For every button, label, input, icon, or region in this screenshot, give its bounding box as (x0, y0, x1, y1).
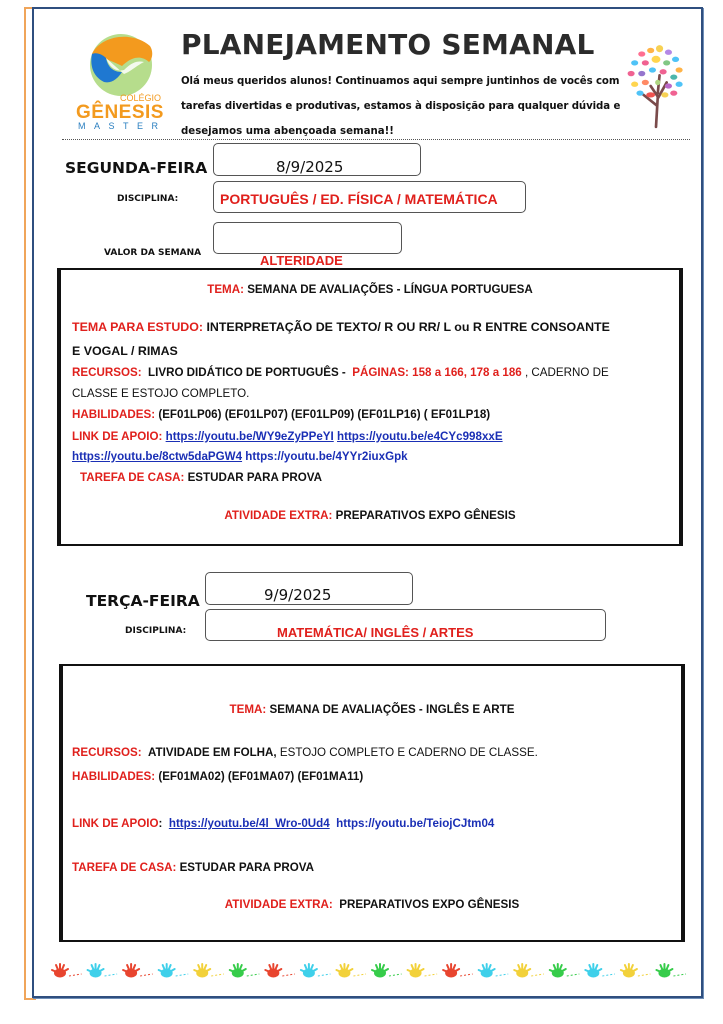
monday-extra-label: ATIVIDADE EXTRA: (224, 509, 333, 522)
handprint-icon (52, 964, 82, 978)
handprint-icon (621, 964, 651, 978)
handprint-icon (265, 964, 295, 978)
handprint-icon (479, 964, 509, 978)
logo-colegio-text: COLÉGIO (120, 93, 162, 103)
monday-valor-label: VALOR DA SEMANA (104, 248, 202, 258)
monday-disciplina: PORTUGUÊS / ED. FÍSICA / MATEMÁTICA (220, 191, 498, 207)
monday-link-4[interactable]: https://youtu.be/4YYr2iuxGpk (245, 450, 408, 463)
tuesday-disciplina-label: DISCIPLINA: (125, 626, 187, 636)
monday-tema-label: TEMA: (207, 283, 244, 296)
monday-recursos-line2: CLASSE E ESTOJO COMPLETO. (72, 387, 250, 400)
handprint-icon (123, 964, 153, 978)
handprint-icon (585, 964, 615, 978)
monday-estudo-line2: E VOGAL / RIMAS (72, 344, 178, 358)
handprint-icon (230, 964, 260, 978)
tuesday-link-1[interactable]: https://youtu.be/4l_Wro-0Ud4 (168, 817, 330, 830)
intro-line-3: desejamos uma abençoada semana!! (181, 126, 394, 137)
tuesday-tema: SEMANA DE AVALIAÇÕES - INGLÊS E ARTE (269, 703, 515, 716)
school-logo (74, 32, 168, 132)
tuesday-tarefa: ESTUDAR PARA PROVA (179, 861, 314, 874)
tuesday-tema-label: TEMA: (229, 703, 267, 716)
monday-link-label: LINK DE APOIO: (72, 430, 163, 443)
tuesday-day-label: TERÇA-FEIRA (86, 592, 200, 610)
handprint-icon (336, 964, 366, 978)
monday-estudo-label: TEMA PARA ESTUDO: (72, 320, 204, 334)
intro-line-1: Olá meus queridos alunos! Continuamos aqui sempre juntinhos de vocês com (181, 76, 620, 87)
intro-line-2: tarefas divertidas e produtivas, estamos à disposição para qualquer dúvida e (181, 101, 621, 112)
monday-day-label: SEGUNDA-FEIRA (65, 159, 208, 177)
monday-link-3[interactable]: https://youtu.be/8ctw5daPGW4 (72, 450, 243, 463)
handprint-icon (88, 964, 118, 978)
handprint-icon (408, 964, 438, 978)
handprint-icon (194, 964, 224, 978)
tuesday-extra-label: ATIVIDADE EXTRA: (224, 898, 333, 911)
tuesday-recursos-rest: ESTOJO COMPLETO E CADERNO DE CLASSE. (279, 746, 538, 759)
handprint-icon (301, 964, 331, 978)
monday-recursos-rest: , CADERNO DE (524, 366, 609, 379)
tuesday-recursos-bold: ATIVIDADE EM FOLHA, (148, 746, 277, 759)
tuesday-recursos-label: RECURSOS: (72, 746, 142, 759)
monday-link-1[interactable]: https://youtu.be/WY9eZyPPeYI (165, 430, 334, 443)
handprint-icon (372, 964, 402, 978)
monday-recursos-bold: LIVRO DIDÁTICO DE PORTUGUÊS - (148, 366, 346, 379)
tuesday-habilidades: (EF01MA02) (EF01MA07) (EF01MA11) (158, 770, 364, 783)
handprint-icon (550, 964, 580, 978)
monday-card (57, 268, 683, 546)
monday-recursos-label: RECURSOS: (72, 366, 142, 379)
header-divider (62, 139, 690, 140)
tuesday-disciplina: MATEMÁTICA/ INGLÊS / ARTES (277, 625, 474, 640)
colorful-tree-icon (624, 40, 688, 132)
monday-valor: ALTERIDADE (260, 253, 343, 268)
monday-paginas: PÁGINAS: 158 a 166, 178 a 186 (352, 366, 522, 379)
monday-tema: SEMANA DE AVALIAÇÕES - LÍNGUA PORTUGUESA (247, 283, 533, 296)
tuesday-link-2[interactable]: https://youtu.be/TeiojCJtm04 (336, 817, 495, 830)
monday-extra: PREPARATIVOS EXPO GÊNESIS (335, 509, 516, 522)
monday-habilidades-label: HABILIDADES: (72, 408, 156, 421)
handprint-icon (159, 964, 189, 978)
monday-habilidades: (EF01LP06) (EF01LP07) (EF01LP09) (EF01LP16) ( EF01LP18) (158, 408, 491, 421)
monday-date: 8/9/2025 (276, 158, 344, 176)
tuesday-link-label: LINK DE APOIO (72, 817, 159, 830)
page-title: PLANEJAMENTO SEMANAL (181, 28, 595, 61)
monday-tarefa: ESTUDAR PARA PROVA (187, 471, 322, 484)
handprints-border (48, 960, 688, 982)
handprint-icon (656, 964, 686, 978)
logo-genesis-text: GÊNESIS (76, 102, 164, 123)
monday-disciplina-label: DISCIPLINA: (117, 194, 179, 204)
logo-master-text: MASTER (78, 121, 167, 131)
tuesday-habilidades-label: HABILIDADES: (72, 770, 156, 783)
tuesday-date: 9/9/2025 (264, 586, 332, 604)
handprint-icon (443, 964, 473, 978)
monday-estudo-line1: INTERPRETAÇÃO DE TEXTO/ R OU RR/ L ou R ENTRE CONSOANTE (206, 320, 610, 334)
monday-link-2[interactable]: https://youtu.be/e4CYc998xxE (337, 430, 503, 443)
monday-valor-box (213, 222, 402, 254)
tuesday-tarefa-label: TAREFA DE CASA: (72, 861, 177, 874)
tuesday-extra: PREPARATIVOS EXPO GÊNESIS (339, 898, 520, 911)
handprint-icon (514, 964, 544, 978)
monday-tarefa-label: TAREFA DE CASA: (80, 471, 185, 484)
